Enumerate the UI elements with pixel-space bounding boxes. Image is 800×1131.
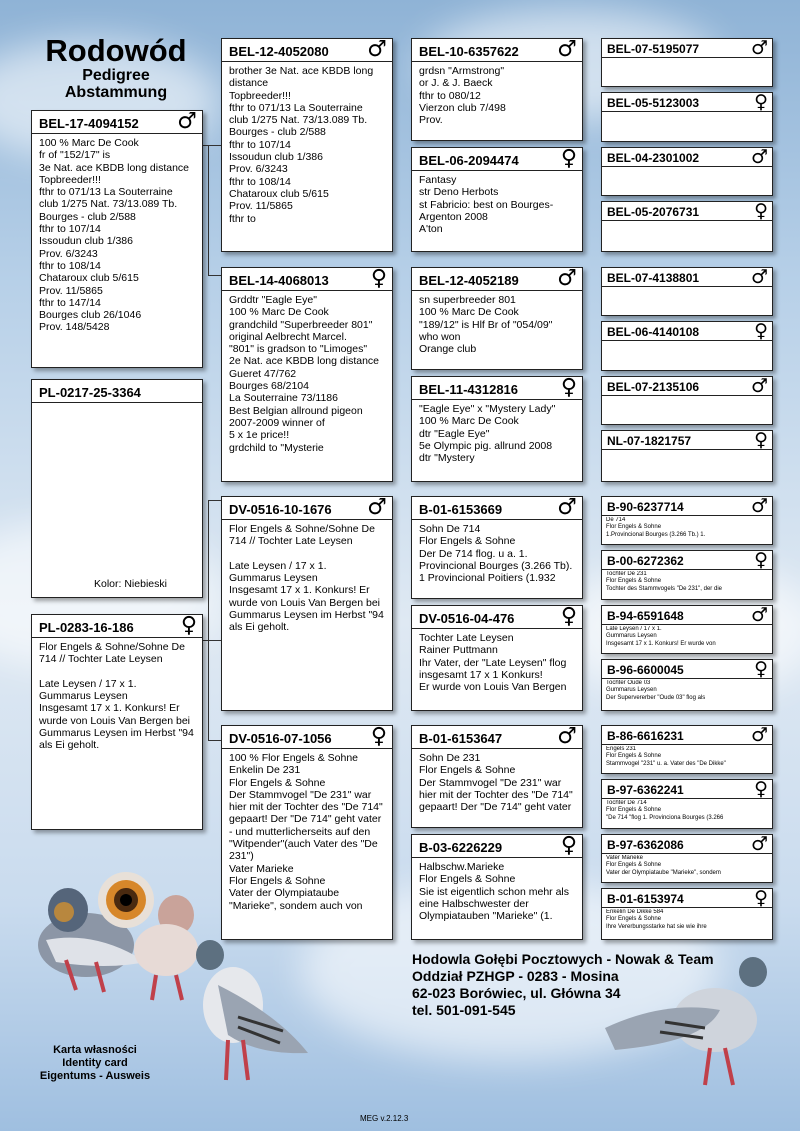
female-symbol-icon: ♀	[754, 200, 768, 222]
ring-number: B-97-6362086	[607, 838, 684, 852]
ring-number: BEL-07-5195077	[607, 42, 700, 56]
pedigree-text: 100 % Flor Engels & Sohne Enkelin De 231 Flor Engels & Sohne Der Stammvogel "De 231" war hier mit der Tochter des "De 714" gepaart! Der "De 714" geht vater - und mutterlicherseits auf den "Witpender"(auch Vater des "De 231") Vater Marieke Flor Engels & Sohne Vater der Olympiataube "Marieke", sondem auch von	[229, 752, 383, 912]
connector-line	[208, 500, 209, 740]
pedigree-text: Grddtr "Eagle Eye" 100 % Marc De Cook grandchild "Superbreeder 801" original Aelbrecht Marcel. "801" is gradson to "Limoges" 2e Nat. ace KBDB long distance Gueret 47/762 Bourges 68/2104 La Souterraine 73/1186 Best Belgian allround pigeon 2007-2009 winner of 5 x 1e price!! grdchild to "Mysterie	[229, 294, 380, 454]
pedigree-text: Enkelin De Dikke 584 Flor Engels & Sohne Ihre Vererbungsstarke hat sie wie ihre	[606, 909, 707, 930]
ring-number: BEL-14-4068013	[229, 273, 329, 288]
gen3-box[interactable]	[411, 834, 583, 940]
ring-number: BEL-12-4052080	[229, 44, 329, 59]
male-symbol-icon: ♂	[750, 37, 768, 59]
male-symbol-icon: ♂	[367, 495, 387, 520]
ring-number: PL-0283-16-186	[39, 620, 134, 635]
female-symbol-icon: ♀	[754, 429, 768, 451]
ring-number: B-96-6600045	[607, 663, 684, 677]
pedigree-text	[606, 59, 769, 84]
male-symbol-icon: ♂	[557, 266, 577, 291]
pedigree-text: sn superbreeder 801 100 % Marc De Cook "189/12" is Hlf Br of "054/09" who won Orange club	[419, 294, 553, 356]
male-symbol-icon: ♂	[750, 724, 768, 746]
ring-number: BEL-07-4138801	[607, 271, 700, 285]
female-symbol-icon: ♀	[370, 724, 387, 749]
pedigree-text: Fantasy str Deno Herbots st Fabricio: best on Bourges- Argenton 2008 A'ton	[419, 174, 554, 236]
breeder-address: 62-023 Borówiec, ul. Główna 34	[412, 985, 621, 1001]
pedigree-text	[606, 288, 769, 313]
gen3-box[interactable]	[411, 605, 583, 711]
gen2-box[interactable]	[221, 267, 393, 482]
ring-number: BEL-05-5123003	[607, 96, 700, 110]
gen4-box[interactable]	[601, 888, 773, 940]
gen4-box[interactable]	[601, 725, 773, 774]
page-subtitle-en: Pedigree	[82, 67, 150, 84]
female-symbol-icon: ♀	[754, 91, 768, 113]
pedigree-text: Flor Engels & Sohne/Sohne De 714 // Tochter Late Leysen Late Leysen / 17 x 1. Gummarus Leysen Insgesamt 17 x 1. Konkurs! Er wurde von Louis Van Bergen bei Gummarus Leysen im Herbst "94 als Ei geholt.	[39, 641, 194, 752]
pedigree-text: Engels 231 Flor Engels & Sohne Stammvogel "231" u. a. Vater des "De Dikke"	[606, 746, 726, 767]
pedigree-text: Flor Engels & Sohne/Sohne De 714 // Tochter Late Leysen Late Leysen / 17 x 1. Gummarus Leysen Insgesamt 17 x 1. Konkurs! Er wurde von Louis Van Bergen bei Gummarus Leysen im Herbst "94 als Ei geholt.	[229, 523, 384, 634]
card-title-en: Identity card	[62, 1057, 128, 1069]
ring-number: NL-07-1821757	[607, 434, 692, 448]
connector-line	[208, 275, 221, 276]
male-symbol-icon: ♂	[750, 146, 768, 168]
gen4-box[interactable]	[601, 376, 773, 425]
gen4-box[interactable]	[601, 267, 773, 316]
page-title: Rodowód	[45, 33, 187, 68]
pedigree-text	[606, 113, 769, 139]
gen3-box[interactable]	[411, 38, 583, 141]
male-symbol-icon: ♂	[557, 495, 577, 520]
pedigree-text: Tochter De 231 Flor Engels & Sohne Tochter des Stammvogels "De 231", der die	[606, 571, 722, 592]
ring-number: BEL-04-2301002	[607, 151, 700, 165]
connector-line	[202, 640, 221, 641]
ring-number: DV-0516-07-1056	[229, 731, 332, 746]
male-symbol-icon: ♂	[750, 604, 768, 626]
male-symbol-icon: ♂	[750, 266, 768, 288]
pedigree-text: Sohn De 714 Flor Engels & Sohne Der De 714 flog. u a. 1. Provincional Bourges (3.266 Tb). 1 Provincional Poitiers (1.932	[419, 523, 573, 585]
female-symbol-icon: ♀	[560, 604, 577, 629]
male-symbol-icon: ♂	[367, 37, 387, 62]
male-symbol-icon: ♂	[557, 37, 577, 62]
page-subtitle-de: Abstammung	[64, 84, 168, 101]
pedigree-text	[606, 222, 769, 249]
ring-number: BEL-07-2135106	[607, 380, 700, 394]
ring-number: BEL-05-2076731	[607, 205, 700, 219]
gen4-box[interactable]	[601, 779, 773, 829]
ring-number: BEL-06-2094474	[419, 153, 519, 168]
ring-number: B-94-6591648	[607, 609, 684, 623]
card-title-de: Eigentums - Ausweis	[39, 1070, 151, 1082]
pedigree-text: Tochter Oude 03 Gummarus Leysen Der Supervererber "Oude 03" flog als	[606, 680, 706, 701]
version-label: MEG v.2.12.3	[360, 1114, 409, 1123]
pedigree-text: "Eagle Eye" x "Mystery Lady" 100 % Marc De Cook dtr "Eagle Eye" 5e Olympic pig. allrund 2008 dtr "Mystery	[419, 403, 556, 465]
gen2-box[interactable]	[221, 725, 393, 940]
ring-number: B-01-6153647	[419, 731, 503, 746]
connector-line	[208, 500, 221, 501]
ring-number: DV-0516-04-476	[419, 611, 515, 626]
female-symbol-icon: ♀	[754, 658, 768, 680]
female-symbol-icon: ♀	[754, 778, 768, 800]
pedigree-text	[606, 168, 769, 193]
pedigree-text: Tochter Late Leysen Rainer Puttmann Ihr Vater, der "Late Leysen" flog insgesamt 17 x 1 Konkurs! Er wurde von Louis Van Bergen	[419, 632, 567, 694]
pedigree-text: De 714 Flor Engels & Sohne 1.Provincional Bourges (3.266 Tb.) 1.	[606, 517, 706, 538]
pedigree-text	[606, 342, 769, 368]
ring-number: B-97-6362241	[607, 783, 684, 797]
gen4-box[interactable]	[601, 321, 773, 371]
ring-number: B-01-6153974	[607, 892, 684, 906]
female-symbol-icon: ♀	[560, 146, 577, 171]
pedigree-text	[606, 397, 769, 422]
pedigree-text: Late Leysen / 17 x 1. Gummarus Leysen Insgesamt 17 x 1. Konkurs! Er wurde von	[606, 626, 716, 647]
pedigree-text: grdsn "Armstrong" or J. & J. Baeck fthr to 080/12 Vierzon club 7/498 Prov.	[419, 65, 506, 127]
female-symbol-icon: ♀	[370, 266, 387, 291]
pigeon-icon	[26, 870, 206, 1030]
pigeon-icon	[188, 935, 318, 1095]
ring-number: B-86-6616231	[607, 729, 684, 743]
connector-line	[208, 740, 221, 741]
ring-number: PL-0217-25-3364	[39, 385, 141, 400]
color-label: Kolor: Niebieski	[94, 578, 167, 590]
male-symbol-icon: ♂	[750, 375, 768, 397]
pigeon-icon	[605, 950, 775, 1100]
ring-number: BEL-11-4312816	[419, 382, 519, 397]
pedigree-text: 100 % Marc De Cook fr of "152/17" is 3e Nat. ace KBDB long distance Topbreeder!!! fthr to 071/13 La Souterraine club 1/275 Nat. 73/13.089 Tb. Bourges - club 2/588 fthr to 107/14 Issoudun club 1/386 Prov. 6/3243 fthr to 108/14 Chataroux club 5/615 Prov. 11/5865 fthr to 147/14 Bourges club 26/1046 Prov. 148/5428	[39, 137, 190, 334]
female-symbol-icon: ♀	[754, 887, 768, 909]
gen3-box[interactable]	[411, 496, 583, 599]
gen4-box[interactable]	[601, 38, 773, 87]
pedigree-text: Vater Marieke Flor Engels & Sohne Vater der Olympiataube "Marieke", sondem	[606, 855, 721, 876]
gen2-box[interactable]	[221, 496, 393, 711]
breeder-section: Oddział PZHGP - 0283 - Mosina	[412, 968, 619, 984]
male-symbol-icon: ♂	[750, 495, 768, 517]
subject-box[interactable]	[31, 110, 203, 368]
gen2-box[interactable]	[221, 38, 393, 252]
female-symbol-icon: ♀	[754, 549, 768, 571]
male-symbol-icon: ♂	[750, 833, 768, 855]
connector-line	[202, 145, 221, 146]
dam-box[interactable]	[31, 614, 203, 830]
ring-number: BEL-10-6357622	[419, 44, 519, 59]
ring-number: BEL-17-4094152	[39, 116, 139, 131]
gen3-box[interactable]	[411, 147, 583, 252]
ring-number: B-90-6237714	[607, 500, 684, 514]
ring-number: DV-0516-10-1676	[229, 502, 332, 517]
gen4-box[interactable]	[601, 201, 773, 252]
pedigree-text: Sohn De 231 Flor Engels & Sohne Der Stammvogel "De 231" war hier mit der Tochter des "De 714" gepaart! Der "De 714" geht vater	[419, 752, 573, 814]
gen4-box[interactable]	[601, 92, 773, 142]
owner-box[interactable]	[31, 379, 203, 598]
ring-number: B-01-6153669	[419, 502, 503, 517]
female-symbol-icon: ♀	[560, 833, 577, 858]
gen4-box[interactable]	[601, 605, 773, 654]
gen3-box[interactable]	[411, 267, 583, 370]
gen3-box[interactable]	[411, 376, 583, 482]
female-symbol-icon: ♀	[560, 375, 577, 400]
gen4-box[interactable]	[601, 659, 773, 711]
ring-number: BEL-06-4140108	[607, 325, 700, 339]
pedigree-text: brother 3e Nat. ace KBDB long distance Topbreeder!!! fthr to 071/13 La Souterraine club 1/275 Nat. 73/13.089 Tb. Bourges - club 2/588 fthr to 107/14 Issoudun club 1/386 Prov. 6/3243 fthr to 108/14 Chataroux club 5/615 Prov. 11/5865 fthr to	[229, 65, 374, 225]
pedigree-text	[606, 451, 769, 479]
male-symbol-icon: ♂	[177, 109, 197, 134]
breeder-phone: tel. 501-091-545	[412, 1002, 516, 1018]
gen3-box[interactable]	[411, 725, 583, 828]
breeder-name: Hodowla Gołębi Pocztowych - Nowak & Team	[412, 951, 714, 967]
connector-line	[208, 145, 209, 276]
gen4-box[interactable]	[601, 147, 773, 196]
pedigree-text: Tochter De 714 Flor Engels & Sohne "De 714 "flog 1. Provinciona Bourges (3.266	[606, 800, 724, 821]
pedigree-text: Halbschw.Marieke Flor Engels & Sohne Sie ist eigentlich schon mehr als eine Halbschwester der Olympiatauben "Marieke" (1.	[419, 861, 569, 923]
ring-number: B-03-6226229	[419, 840, 503, 855]
female-symbol-icon: ♀	[754, 320, 768, 342]
male-symbol-icon: ♂	[557, 724, 577, 749]
female-symbol-icon: ♀	[180, 613, 197, 638]
gen4-box[interactable]	[601, 496, 773, 545]
ring-number: BEL-12-4052189	[419, 273, 519, 288]
card-title-pl: Karta własności	[53, 1044, 137, 1056]
gen4-box[interactable]	[601, 834, 773, 883]
ring-number: B-00-6272362	[607, 554, 684, 568]
gen4-box[interactable]	[601, 430, 773, 482]
gen4-box[interactable]	[601, 550, 773, 600]
